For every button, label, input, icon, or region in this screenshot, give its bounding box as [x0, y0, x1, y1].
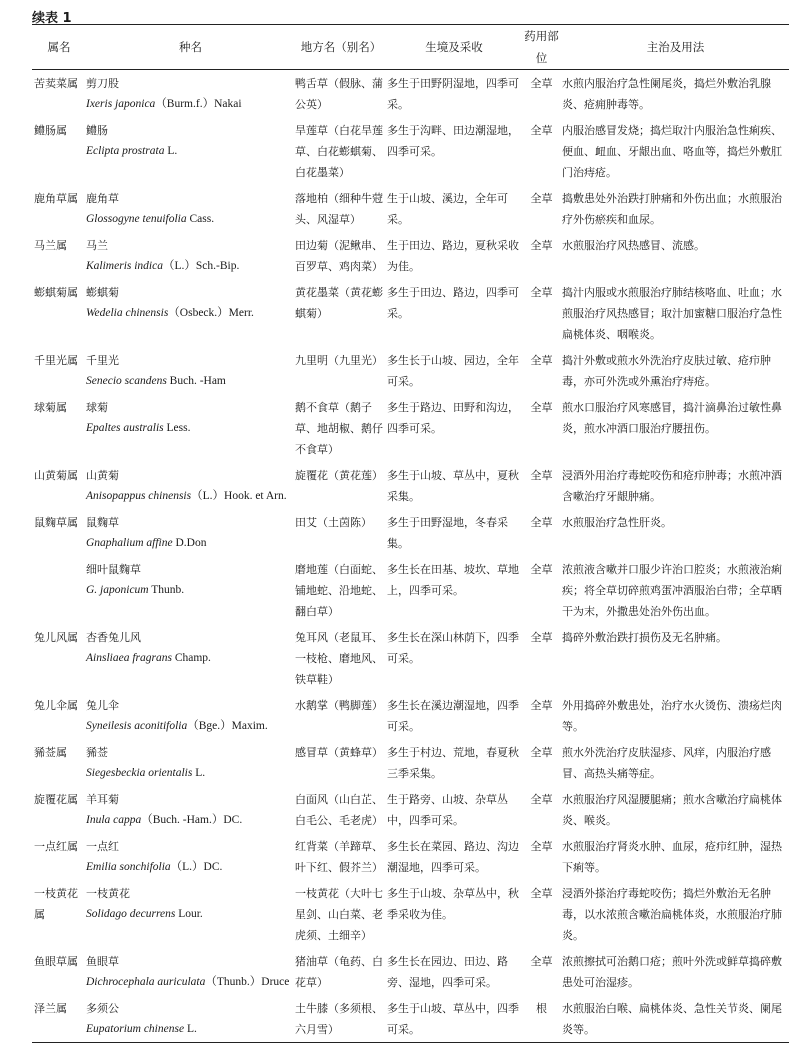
species-cell — [86, 117, 295, 185]
habitat-cell: 多生于山坡、草丛中，四季可采。 — [387, 995, 521, 1043]
use-cell: 浸酒外搽治疗毒蛇咬伤；捣烂外敷治无名肿毒，以水浓煎含嗽治扁桃体炎，水煎服治疗肺炎。 — [562, 887, 782, 942]
genus-cell: 苦荬菜属 — [34, 77, 78, 90]
use-cell: 浓煎擦拭可治鹅口疮；煎叶外洗或鲜草捣碎敷患处可治湿疹。 — [562, 955, 782, 989]
species-cell — [86, 70, 295, 118]
species-chinese-name: 鼠麴草 — [86, 516, 119, 529]
species-binomial: Eupatorium chinense — [86, 1023, 185, 1035]
table-row — [32, 509, 789, 556]
genus-cell: 泽兰属 — [32, 995, 86, 1043]
species-binomial: Ixeris japonica — [86, 98, 156, 110]
local-name-cell: 田边菊（泥鳅串、百罗草、鸡肉菜） — [295, 239, 383, 273]
use-cell: 水煎服治疗急性肝炎。 — [562, 516, 672, 529]
local-name-cell: 鹅不食草（鹅子草、地胡椒、鹅仔不食草） — [295, 401, 383, 456]
species-cell — [86, 509, 295, 556]
genus-cell: 球菊属 — [34, 401, 67, 414]
species-scientific-name — [86, 904, 295, 925]
part-cell: 全草 — [530, 793, 553, 806]
genus-cell: 兔儿伞属 — [34, 699, 78, 712]
table-row — [32, 232, 789, 279]
species-cell — [86, 692, 295, 739]
habitat-cell: 生于路旁、山坡、杂草丛中，四季可采。 — [387, 793, 508, 827]
habitat-cell: 多生于沟畔、田边潮湿地，四季可采。 — [387, 124, 519, 158]
local-name-cell: 一枝黄花（大叶七星剑、山白菜、老虎须、土细辛） — [295, 887, 383, 942]
species-cell — [86, 995, 295, 1043]
species-cell — [86, 833, 295, 880]
species-chinese-name: 马兰 — [86, 239, 108, 252]
species-cell — [86, 786, 295, 833]
species-cell — [86, 347, 295, 394]
header-species: 种名 — [86, 25, 295, 70]
use-cell: 外用捣碎外敷患处，治疗水火烫伤、溃疡烂肉等。 — [562, 699, 782, 733]
species-chinese-name: 鳢肠 — [86, 124, 108, 137]
habitat-cell: 多生长在溪边潮湿地，四季可采。 — [387, 699, 519, 733]
header-local-name: 地方名（别名） — [295, 25, 387, 70]
table-row — [32, 624, 789, 692]
use-cell: 内服治感冒发烧；捣烂取汁内服治急性痢疾、便血、衄血、牙龈出血、咯血等，捣烂外敷肛门治痔疮。 — [562, 124, 782, 179]
genus-cell: 一点红属 — [34, 840, 78, 853]
use-cell: 水煎服治疗肾炎水肿、血尿，疮疖红肿，湿热下痢等。 — [562, 840, 782, 874]
species-author: Thunb. — [148, 584, 185, 596]
genus-cell: 鹿角草属 — [34, 192, 78, 205]
local-name-cell: 水鹅掌（鸭脚莲） — [295, 699, 383, 712]
part-cell: 全草 — [530, 239, 553, 252]
part-cell: 全草 — [530, 286, 553, 299]
use-cell: 浓煎液含嗽并口服少许治口腔炎；水煎液治痢疾；将全草切碎煎鸡蛋冲酒服治白带；全草晒干为末，外撒患处治外伤出血。 — [562, 563, 782, 618]
species-scientific-name — [86, 857, 295, 878]
herb-table — [32, 24, 789, 1043]
part-cell: 全草 — [530, 631, 553, 644]
habitat-cell: 生于山坡、溪边，全年可采。 — [387, 192, 508, 226]
table-header-row — [32, 25, 789, 70]
species-scientific-name — [86, 371, 295, 392]
species-cell — [86, 624, 295, 692]
species-scientific-name — [86, 972, 295, 993]
species-chinese-name: 山黄菊 — [86, 469, 119, 482]
use-cell: 水煎服治疗风热感冒、流感。 — [562, 239, 705, 252]
habitat-cell: 多生于田边、路边，四季可采。 — [387, 286, 519, 320]
part-cell: 全草 — [530, 887, 553, 900]
local-name-cell: 红背菜（羊蹄草、叶下红、假芥兰） — [295, 840, 383, 874]
species-chinese-name: 羊耳菊 — [86, 793, 119, 806]
species-author: （Burm.f.）Nakai — [155, 98, 242, 110]
species-scientific-name — [86, 486, 295, 507]
species-author: D.Don — [172, 537, 207, 549]
habitat-cell: 多生于山坡、杂草丛中，秋季采收为佳。 — [387, 887, 519, 921]
genus-cell: 鳢肠属 — [34, 124, 67, 137]
species-author: Buch. -Ham — [166, 375, 226, 387]
genus-cell: 鼠麴草属 — [34, 516, 78, 529]
habitat-cell: 多生长在深山林荫下，四季可采。 — [387, 631, 519, 665]
table-row — [32, 556, 789, 624]
habitat-cell: 多生长在菜园、路边、沟边潮湿地，四季可采。 — [387, 840, 519, 874]
genus-cell: 旋覆花属 — [34, 793, 78, 806]
species-chinese-name: 剪刀股 — [86, 77, 119, 90]
species-chinese-name: 兔儿伞 — [86, 699, 119, 712]
table-row — [32, 692, 789, 739]
habitat-cell: 多生于路边、田野和沟边，四季可采。 — [387, 401, 519, 435]
species-author: （L.）Sch.-Bip. — [163, 260, 240, 272]
part-cell: 全草 — [530, 699, 553, 712]
species-author: L. — [192, 767, 206, 779]
genus-cell: 鱼眼草属 — [34, 955, 78, 968]
header-use: 主治及用法 — [562, 25, 789, 70]
species-cell — [86, 185, 295, 232]
habitat-cell: 生于田边、路边，夏秋采收为佳。 — [387, 239, 519, 273]
species-binomial: Siegesbeckia orientalis — [86, 767, 193, 779]
genus-cell: 兔儿风属 — [34, 631, 78, 644]
species-author: L. — [184, 1023, 197, 1035]
species-scientific-name — [86, 648, 295, 669]
species-binomial: Syneilesis aconitifolia — [86, 720, 188, 732]
use-cell: 水煎服治白喉、扁桃体炎、急性关节炎、阑尾炎等。 — [562, 995, 789, 1043]
local-name-cell: 兔耳风（老鼠耳、一枝枪、磨地风、铁草鞋） — [295, 631, 383, 686]
species-chinese-name: 细叶鼠麴草 — [86, 563, 141, 576]
use-cell: 捣碎外敷治跌打损伤及无名肿痛。 — [562, 631, 727, 644]
species-chinese-name: 蟛蜞菊 — [86, 286, 119, 299]
table-row — [32, 739, 789, 786]
species-scientific-name — [86, 256, 295, 277]
table-row — [32, 117, 789, 185]
species-binomial: Solidago decurrens — [86, 908, 176, 920]
use-cell: 捣汁内服或水煎服治疗肺结核咯血、吐血；水煎服治疗风热感冒；取汁加蜜糖口服治疗急性扁桃体炎、咽喉炎。 — [562, 286, 782, 341]
part-cell: 全草 — [530, 401, 553, 414]
use-cell: 水煎服治疗风湿腰腿痛；煎水含嗽治疗扁桃体炎、喉炎。 — [562, 793, 782, 827]
species-chinese-name: 一点红 — [86, 840, 119, 853]
part-cell: 全草 — [530, 746, 553, 759]
local-name-cell: 黄花墨菜（黄花蟛蜞菊） — [295, 286, 383, 320]
species-binomial: Wedelia chinensis — [86, 307, 169, 319]
use-cell: 水煎内服治疗急性阑尾炎，捣烂外敷治乳腺炎、疮痈肿毒等。 — [562, 77, 771, 111]
habitat-cell: 多生于田野湿地，冬春采集。 — [387, 516, 508, 550]
species-chinese-name: 千里光 — [86, 354, 119, 367]
table-row — [32, 70, 789, 118]
species-author: （Buch. -Ham.）DC. — [141, 814, 243, 826]
species-author: （Osbeck.）Merr. — [168, 307, 254, 319]
species-binomial: Ainsliaea fragrans — [86, 652, 172, 664]
habitat-cell: 多生于村边、荒地，春夏秋三季采集。 — [387, 746, 519, 780]
table-row — [32, 786, 789, 833]
species-chinese-name: 球菊 — [86, 401, 108, 414]
part-cell: 全草 — [530, 354, 553, 367]
species-binomial: Dichrocephala auriculata — [86, 976, 206, 988]
table-row — [32, 279, 789, 347]
species-chinese-name: 一枝黄花 — [86, 887, 130, 900]
species-scientific-name — [86, 763, 295, 784]
genus-cell: 一枝黄花属 — [34, 887, 78, 921]
use-cell: 煎水口服治疗风寒感冒，捣汁滴鼻治过敏性鼻炎，煎水冲酒口服治疗腰扭伤。 — [562, 401, 782, 435]
header-genus: 属名 — [32, 25, 86, 70]
species-binomial: Glossogyne tenuifolia — [86, 213, 187, 225]
genus-cell: 豨莶属 — [34, 746, 67, 759]
table-row — [32, 462, 789, 509]
genus-cell: 千里光属 — [34, 354, 78, 367]
species-author: （L.）Hook. et Arn. — [191, 490, 287, 502]
species-author: Less. — [163, 422, 191, 434]
species-author: （L.）DC. — [170, 861, 223, 873]
species-binomial: Anisopappus chinensis — [86, 490, 192, 502]
genus-cell: 山黄菊属 — [34, 469, 78, 482]
species-author: Lour. — [175, 908, 203, 920]
species-author: （Thunb.）Druce — [205, 976, 290, 988]
header-habitat: 生境及采收 — [387, 25, 521, 70]
species-chinese-name: 杏香兔儿风 — [86, 631, 141, 644]
species-chinese-name: 多须公 — [86, 1002, 119, 1015]
local-name-cell: 猪油草（龟药、白花草） — [295, 955, 383, 989]
use-cell: 浸酒外用治疗毒蛇咬伤和疮疖肿毒；水煎冲酒含嗽治疗牙龈肿痛。 — [562, 469, 782, 503]
species-scientific-name — [86, 303, 295, 324]
habitat-cell: 多生于山坡、草丛中，夏秋采集。 — [387, 469, 519, 503]
species-cell — [86, 279, 295, 347]
part-cell: 全草 — [530, 516, 553, 529]
part-cell: 全草 — [530, 124, 553, 137]
table-row — [32, 995, 789, 1043]
species-chinese-name: 豨莶 — [86, 746, 108, 759]
genus-cell — [32, 556, 86, 624]
local-name-cell: 九里明（九里光） — [295, 354, 383, 367]
species-binomial: Eclipta prostrata — [86, 145, 165, 157]
table-caption: 续表 1 — [32, 11, 72, 26]
species-scientific-name — [86, 580, 295, 601]
species-binomial: Kalimeris indica — [86, 260, 163, 272]
local-name-cell: 感冒草（黄蜂草） — [295, 746, 383, 759]
species-scientific-name — [86, 418, 295, 439]
species-binomial: Inula cappa — [86, 814, 142, 826]
local-name-cell: 白面风（山白芷、白毛公、毛老虎） — [295, 793, 383, 827]
part-cell: 全草 — [530, 469, 553, 482]
species-author: Cass. — [186, 213, 215, 225]
table-row — [32, 347, 789, 394]
species-binomial: Epaltes australis — [86, 422, 164, 434]
local-name-cell: 田艾（土茵陈） — [295, 516, 372, 529]
part-cell: 全草 — [530, 955, 553, 968]
species-scientific-name — [86, 1019, 295, 1040]
local-name-cell: 鸭舌草（假脉、蒲公英） — [295, 77, 383, 111]
local-name-cell: 旱莲草（白花旱莲草、白花蟛蜞菊、白花墨菜） — [295, 124, 383, 179]
species-scientific-name — [86, 94, 295, 115]
genus-cell: 马兰属 — [34, 239, 67, 252]
habitat-cell: 多生长在园边、田边、路旁、湿地，四季可采。 — [387, 955, 508, 989]
local-name-cell: 磨地莲（白面蛇、铺地蛇、沿地蛇、翻白草） — [295, 563, 383, 618]
species-author: L. — [164, 145, 178, 157]
table-row — [32, 880, 789, 948]
local-name-cell: 旋覆花（黄花莲） — [295, 469, 383, 482]
species-cell — [86, 462, 295, 509]
part-cell: 全草 — [530, 77, 553, 90]
species-scientific-name — [86, 141, 295, 162]
species-chinese-name: 鹿角草 — [86, 192, 119, 205]
part-cell: 根 — [521, 995, 562, 1043]
table-row — [32, 185, 789, 232]
use-cell: 捣敷患处外治跌打肿痛和外伤出血；水煎服治疗外伤瘀疾和血尿。 — [562, 192, 782, 226]
species-chinese-name: 鱼眼草 — [86, 955, 119, 968]
header-part: 药用部位 — [521, 25, 562, 70]
species-scientific-name — [86, 533, 295, 554]
local-name-cell: 土牛膝（多须根、六月雪） — [295, 995, 387, 1043]
habitat-cell: 多生长在田基、坡坎、草地上，四季可采。 — [387, 563, 519, 597]
species-binomial: Senecio scandens — [86, 375, 167, 387]
species-binomial: G. japonicum — [86, 584, 149, 596]
species-cell — [86, 232, 295, 279]
species-scientific-name — [86, 716, 295, 737]
use-cell: 煎水外洗治疗皮肤湿疹、风痒，内服治疗感冒、高热头痛等症。 — [562, 746, 771, 780]
species-cell — [86, 739, 295, 786]
table-row — [32, 394, 789, 462]
part-cell: 全草 — [530, 840, 553, 853]
species-author: Champ. — [171, 652, 211, 664]
species-author: （Bge.）Maxim. — [187, 720, 268, 732]
species-cell — [86, 394, 295, 462]
habitat-cell: 多生长于山坡、园边，全年可采。 — [387, 354, 519, 388]
table-row — [32, 948, 789, 995]
species-scientific-name — [86, 810, 295, 831]
species-cell — [86, 556, 295, 624]
species-cell — [86, 880, 295, 948]
species-scientific-name — [86, 209, 295, 230]
genus-cell: 蟛蜞菊属 — [34, 286, 78, 299]
species-binomial: Gnaphalium affine — [86, 537, 173, 549]
part-cell: 全草 — [530, 563, 553, 576]
habitat-cell: 多生于田野阴湿地，四季可采。 — [387, 77, 519, 111]
table-row — [32, 833, 789, 880]
species-binomial: Emilia sonchifolia — [86, 861, 171, 873]
species-cell — [86, 948, 295, 995]
use-cell: 捣汁外敷或煎水外洗治疗皮肤过敏、疮疖肿毒，亦可外洗或外熏治疗痔疮。 — [562, 354, 771, 388]
part-cell: 全草 — [530, 192, 553, 205]
local-name-cell: 落地柏（细种牛蒄头、风湿草） — [295, 192, 383, 226]
